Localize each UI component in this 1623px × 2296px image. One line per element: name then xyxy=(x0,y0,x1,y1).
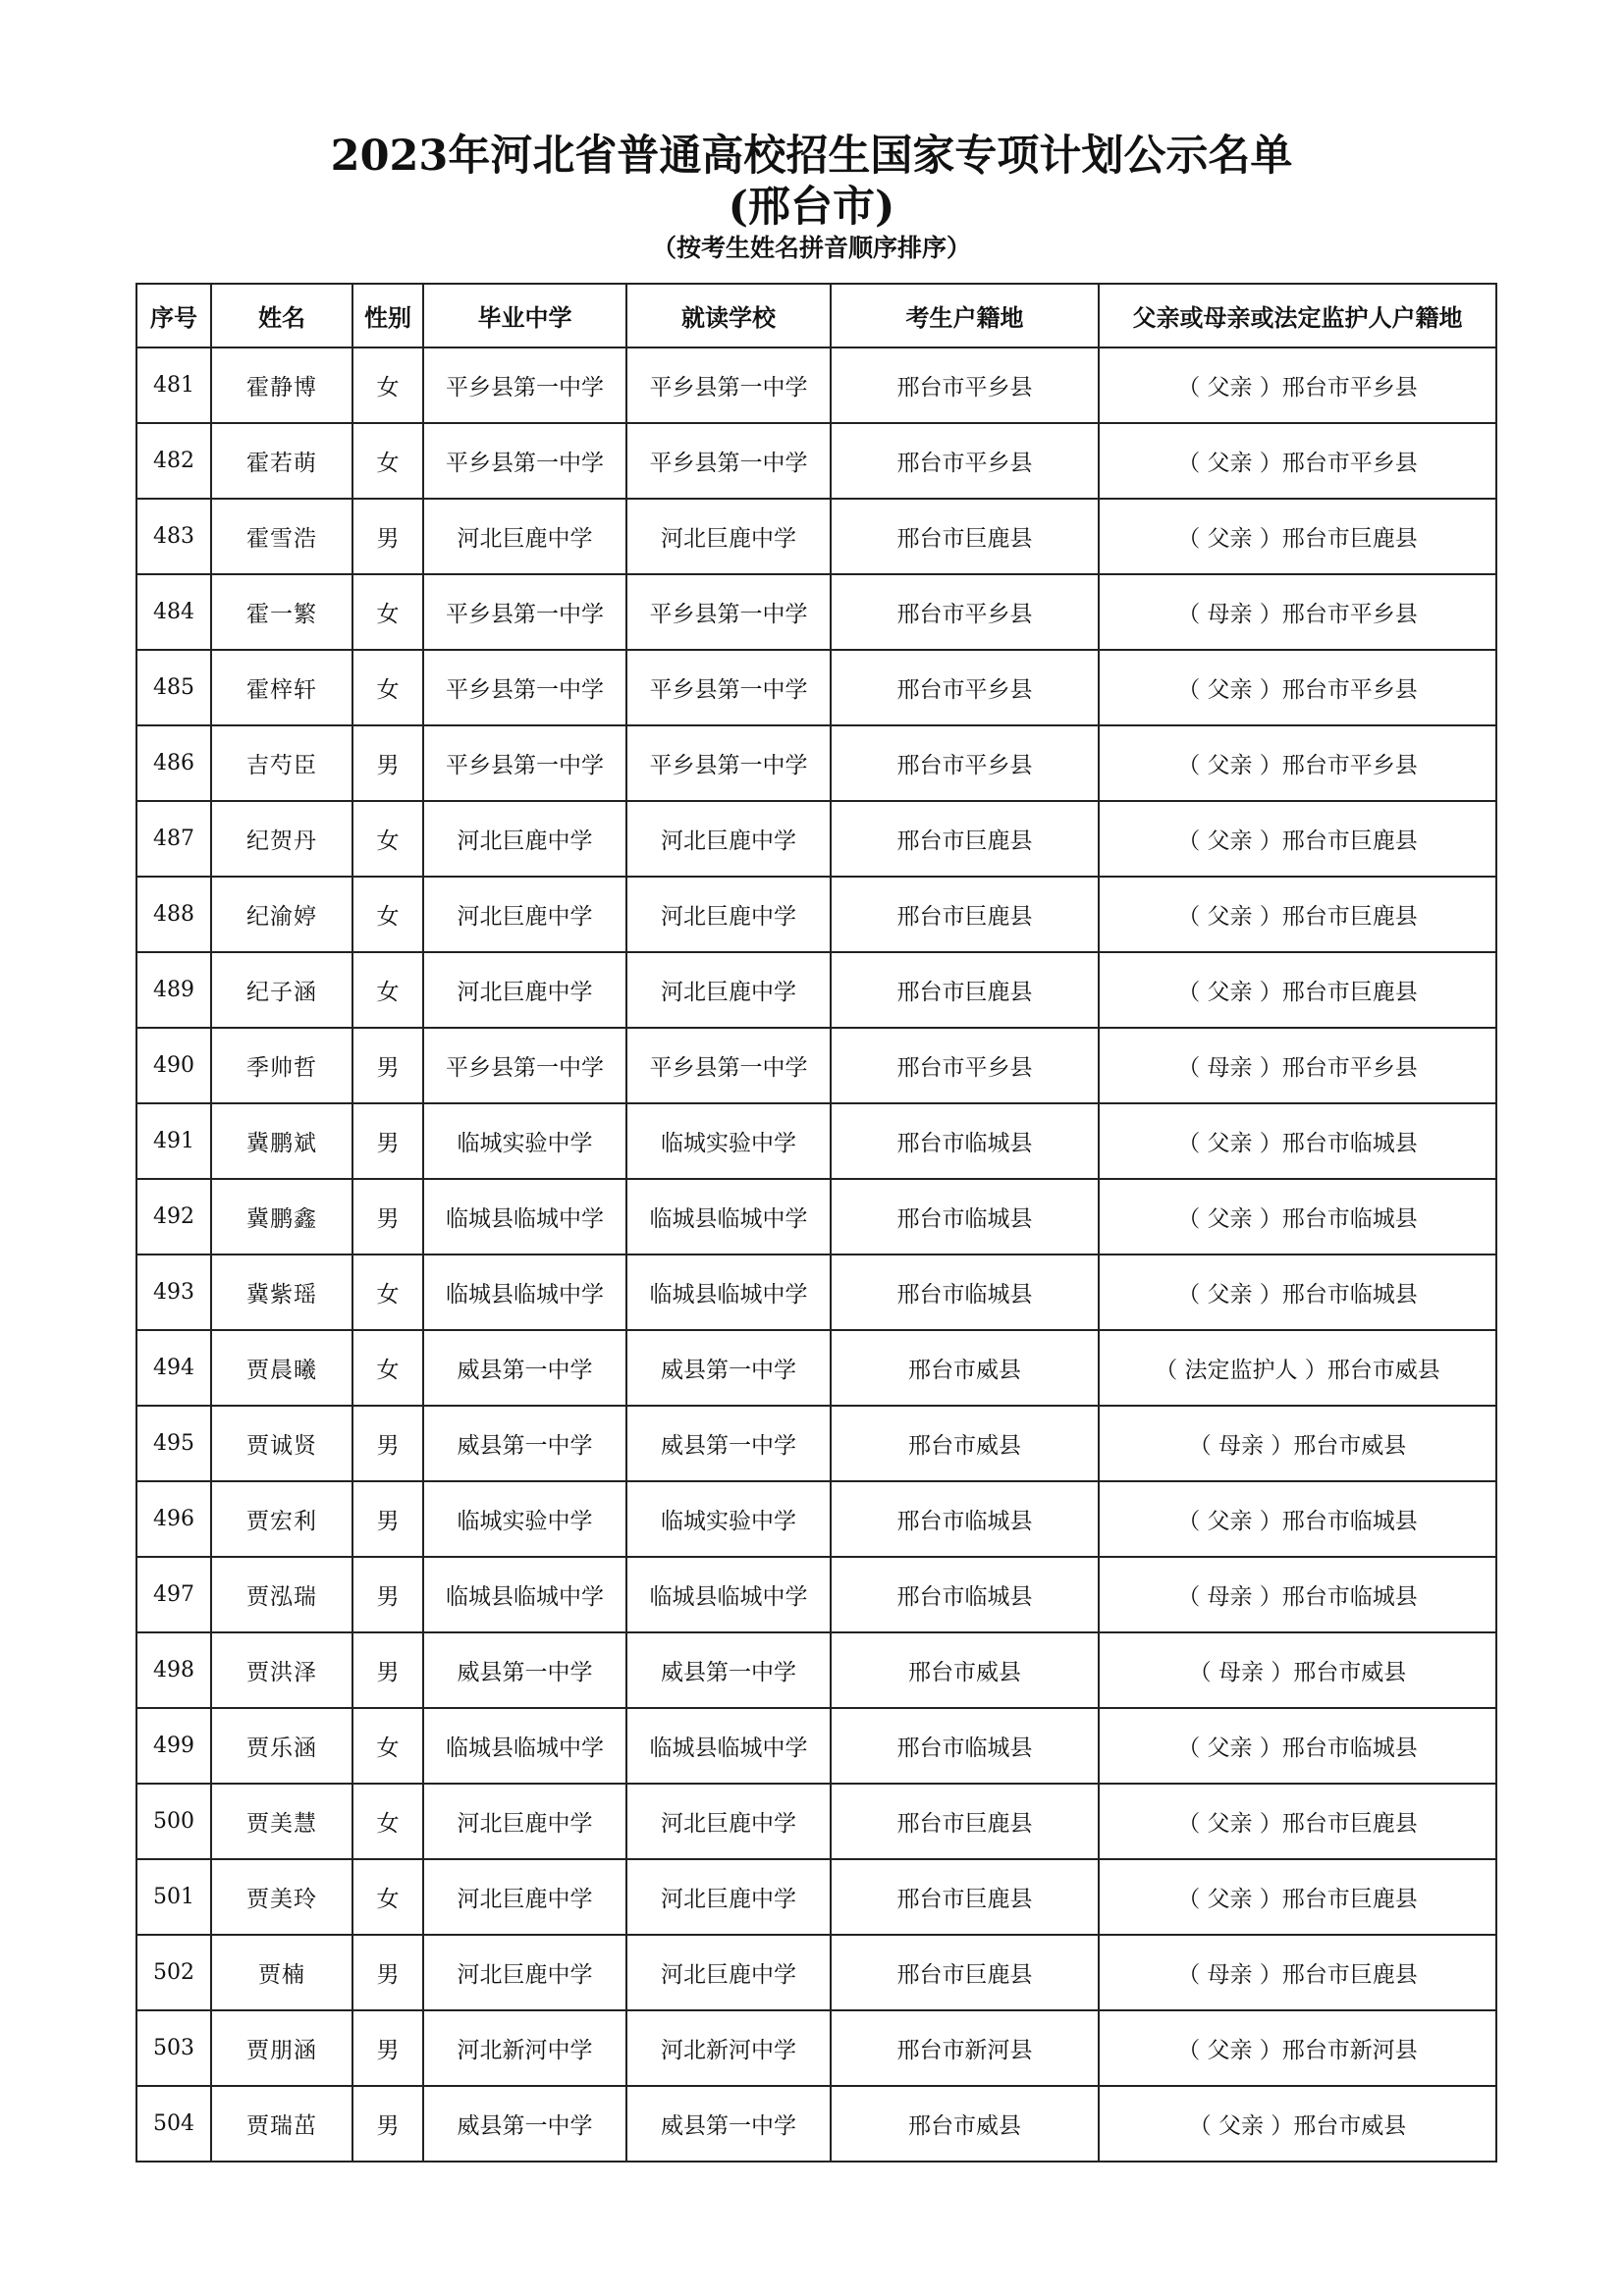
cell-graduation-school: 平乡县第一中学 xyxy=(423,1028,626,1103)
cell-current-school: 威县第一中学 xyxy=(626,1632,831,1708)
cell-name: 冀鹏斌 xyxy=(211,1103,352,1179)
cell-name: 霍静博 xyxy=(211,347,352,423)
table-row xyxy=(136,574,1496,650)
cell-no: 490 xyxy=(136,1028,211,1103)
cell-gender: 女 xyxy=(352,650,423,725)
cell-graduation-school: 临城县临城中学 xyxy=(423,1557,626,1632)
cell-student-residence: 邢台市威县 xyxy=(831,1406,1099,1481)
cell-student-residence: 邢台市平乡县 xyxy=(831,725,1099,801)
cell-student-residence: 邢台市巨鹿县 xyxy=(831,1784,1099,1859)
cell-guardian-residence: （ 父亲 ）邢台市巨鹿县 xyxy=(1099,952,1496,1028)
cell-current-school: 河北巨鹿中学 xyxy=(626,1935,831,2010)
cell-current-school: 平乡县第一中学 xyxy=(626,347,831,423)
table-row xyxy=(136,1859,1496,1935)
cell-name: 贾诚贤 xyxy=(211,1406,352,1481)
cell-name: 贾宏利 xyxy=(211,1481,352,1557)
cell-gender: 男 xyxy=(352,1406,423,1481)
cell-no: 489 xyxy=(136,952,211,1028)
cell-name: 贾楠 xyxy=(211,1935,352,2010)
cell-gender: 女 xyxy=(352,1859,423,1935)
cell-graduation-school: 威县第一中学 xyxy=(423,1406,626,1481)
cell-graduation-school: 河北巨鹿中学 xyxy=(423,1784,626,1859)
cell-no: 491 xyxy=(136,1103,211,1179)
cell-name: 贾美玲 xyxy=(211,1859,352,1935)
cell-graduation-school: 平乡县第一中学 xyxy=(423,650,626,725)
cell-student-residence: 邢台市巨鹿县 xyxy=(831,1859,1099,1935)
cell-gender: 女 xyxy=(352,801,423,877)
cell-guardian-residence: （ 父亲 ）邢台市临城县 xyxy=(1099,1481,1496,1557)
cell-graduation-school: 河北巨鹿中学 xyxy=(423,499,626,574)
cell-guardian-residence: （ 父亲 ）邢台市巨鹿县 xyxy=(1099,1784,1496,1859)
cell-guardian-residence: （ 父亲 ）邢台市平乡县 xyxy=(1099,423,1496,499)
table-row xyxy=(136,1028,1496,1103)
cell-no: 496 xyxy=(136,1481,211,1557)
cell-no: 502 xyxy=(136,1935,211,2010)
cell-name: 贾泓瑞 xyxy=(211,1557,352,1632)
cell-guardian-residence: （ 父亲 ）邢台市巨鹿县 xyxy=(1099,499,1496,574)
cell-graduation-school: 河北巨鹿中学 xyxy=(423,952,626,1028)
cell-gender: 男 xyxy=(352,499,423,574)
cell-no: 493 xyxy=(136,1255,211,1330)
cell-student-residence: 邢台市临城县 xyxy=(831,1179,1099,1255)
cell-guardian-residence: （ 母亲 ）邢台市威县 xyxy=(1099,1406,1496,1481)
cell-student-residence: 邢台市威县 xyxy=(831,1632,1099,1708)
cell-guardian-residence: （ 父亲 ）邢台市临城县 xyxy=(1099,1255,1496,1330)
cell-student-residence: 邢台市平乡县 xyxy=(831,423,1099,499)
roster-table xyxy=(135,283,1497,2163)
cell-student-residence: 邢台市临城县 xyxy=(831,1481,1099,1557)
header-row xyxy=(136,284,1496,347)
cell-graduation-school: 河北巨鹿中学 xyxy=(423,877,626,952)
header-cell-graduation-school: 毕业中学 xyxy=(423,284,626,347)
table-row xyxy=(136,650,1496,725)
page-title: 2023年河北省普通高校招生国家专项计划公示名单 xyxy=(330,132,1293,181)
cell-current-school: 河北巨鹿中学 xyxy=(626,801,831,877)
cell-graduation-school: 临城县临城中学 xyxy=(423,1179,626,1255)
header-cell-no: 序号 xyxy=(136,284,211,347)
cell-graduation-school: 平乡县第一中学 xyxy=(423,423,626,499)
cell-no: 500 xyxy=(136,1784,211,1859)
cell-name: 霍梓轩 xyxy=(211,650,352,725)
cell-no: 501 xyxy=(136,1859,211,1935)
table-row xyxy=(136,2086,1496,2162)
cell-current-school: 临城县临城中学 xyxy=(626,1179,831,1255)
page-subtitle: (邢台市) xyxy=(728,183,895,232)
cell-gender: 女 xyxy=(352,423,423,499)
table-row xyxy=(136,801,1496,877)
cell-student-residence: 邢台市巨鹿县 xyxy=(831,952,1099,1028)
cell-guardian-residence: （ 父亲 ）邢台市威县 xyxy=(1099,2086,1496,2162)
cell-guardian-residence: （ 父亲 ）邢台市平乡县 xyxy=(1099,347,1496,423)
cell-current-school: 临城实验中学 xyxy=(626,1103,831,1179)
cell-guardian-residence: （ 父亲 ）邢台市新河县 xyxy=(1099,2010,1496,2086)
cell-gender: 男 xyxy=(352,1632,423,1708)
cell-name: 冀紫瑶 xyxy=(211,1255,352,1330)
table-row xyxy=(136,952,1496,1028)
cell-gender: 男 xyxy=(352,1028,423,1103)
cell-no: 503 xyxy=(136,2010,211,2086)
cell-current-school: 平乡县第一中学 xyxy=(626,423,831,499)
header-cell-gender: 性别 xyxy=(352,284,423,347)
cell-guardian-residence: （ 母亲 ）邢台市平乡县 xyxy=(1099,1028,1496,1103)
roster-body xyxy=(136,347,1496,2162)
cell-guardian-residence: （ 母亲 ）邢台市平乡县 xyxy=(1099,574,1496,650)
cell-no: 485 xyxy=(136,650,211,725)
cell-current-school: 临城县临城中学 xyxy=(626,1557,831,1632)
cell-no: 482 xyxy=(136,423,211,499)
cell-name: 纪贺丹 xyxy=(211,801,352,877)
cell-graduation-school: 威县第一中学 xyxy=(423,1330,626,1406)
cell-graduation-school: 平乡县第一中学 xyxy=(423,574,626,650)
cell-guardian-residence: （ 父亲 ）邢台市巨鹿县 xyxy=(1099,1859,1496,1935)
table-row xyxy=(136,2010,1496,2086)
table-row xyxy=(136,499,1496,574)
cell-gender: 男 xyxy=(352,1103,423,1179)
header-cell-current-school: 就读学校 xyxy=(626,284,831,347)
table-row xyxy=(136,1255,1496,1330)
cell-current-school: 平乡县第一中学 xyxy=(626,650,831,725)
cell-gender: 男 xyxy=(352,2086,423,2162)
cell-gender: 女 xyxy=(352,1784,423,1859)
cell-name: 贾瑞茁 xyxy=(211,2086,352,2162)
cell-name: 冀鹏鑫 xyxy=(211,1179,352,1255)
cell-no: 504 xyxy=(136,2086,211,2162)
cell-guardian-residence: （ 父亲 ）邢台市临城县 xyxy=(1099,1179,1496,1255)
cell-gender: 男 xyxy=(352,1481,423,1557)
cell-current-school: 威县第一中学 xyxy=(626,2086,831,2162)
cell-graduation-school: 临城实验中学 xyxy=(423,1103,626,1179)
cell-guardian-residence: （ 父亲 ）邢台市临城县 xyxy=(1099,1708,1496,1784)
cell-gender: 女 xyxy=(352,1255,423,1330)
cell-name: 季帅哲 xyxy=(211,1028,352,1103)
table-row xyxy=(136,1406,1496,1481)
cell-guardian-residence: （ 法定监护人 ）邢台市威县 xyxy=(1099,1330,1496,1406)
cell-name: 纪子涵 xyxy=(211,952,352,1028)
sort-note: （按考生姓名拼音顺序排序） xyxy=(651,234,971,262)
table-row xyxy=(136,1557,1496,1632)
table-row xyxy=(136,423,1496,499)
cell-graduation-school: 临城县临城中学 xyxy=(423,1708,626,1784)
cell-graduation-school: 河北巨鹿中学 xyxy=(423,1859,626,1935)
cell-student-residence: 邢台市平乡县 xyxy=(831,574,1099,650)
cell-name: 霍雪浩 xyxy=(211,499,352,574)
cell-guardian-residence: （ 父亲 ）邢台市平乡县 xyxy=(1099,650,1496,725)
cell-gender: 女 xyxy=(352,347,423,423)
cell-no: 497 xyxy=(136,1557,211,1632)
cell-guardian-residence: （ 父亲 ）邢台市平乡县 xyxy=(1099,725,1496,801)
cell-student-residence: 邢台市临城县 xyxy=(831,1557,1099,1632)
cell-gender: 女 xyxy=(352,1708,423,1784)
cell-student-residence: 邢台市平乡县 xyxy=(831,347,1099,423)
cell-guardian-residence: （ 父亲 ）邢台市临城县 xyxy=(1099,1103,1496,1179)
cell-guardian-residence: （ 母亲 ）邢台市威县 xyxy=(1099,1632,1496,1708)
cell-student-residence: 邢台市临城县 xyxy=(831,1103,1099,1179)
cell-current-school: 临城实验中学 xyxy=(626,1481,831,1557)
cell-student-residence: 邢台市平乡县 xyxy=(831,650,1099,725)
cell-current-school: 平乡县第一中学 xyxy=(626,725,831,801)
cell-current-school: 临城县临城中学 xyxy=(626,1255,831,1330)
cell-no: 492 xyxy=(136,1179,211,1255)
cell-gender: 男 xyxy=(352,1557,423,1632)
cell-no: 495 xyxy=(136,1406,211,1481)
cell-no: 498 xyxy=(136,1632,211,1708)
cell-name: 贾朋涵 xyxy=(211,2010,352,2086)
cell-name: 霍若萌 xyxy=(211,423,352,499)
cell-name: 贾晨曦 xyxy=(211,1330,352,1406)
table-row xyxy=(136,1179,1496,1255)
cell-no: 486 xyxy=(136,725,211,801)
table-row xyxy=(136,1632,1496,1708)
header-cell-name: 姓名 xyxy=(211,284,352,347)
cell-gender: 男 xyxy=(352,1179,423,1255)
cell-current-school: 临城县临城中学 xyxy=(626,1708,831,1784)
cell-student-residence: 邢台市巨鹿县 xyxy=(831,499,1099,574)
cell-graduation-school: 威县第一中学 xyxy=(423,1632,626,1708)
cell-current-school: 河北巨鹿中学 xyxy=(626,499,831,574)
cell-student-residence: 邢台市新河县 xyxy=(831,2010,1099,2086)
table-row xyxy=(136,1481,1496,1557)
cell-student-residence: 邢台市临城县 xyxy=(831,1708,1099,1784)
cell-student-residence: 邢台市平乡县 xyxy=(831,1028,1099,1103)
table-row xyxy=(136,877,1496,952)
table-row xyxy=(136,1784,1496,1859)
cell-no: 481 xyxy=(136,347,211,423)
table-row xyxy=(136,1708,1496,1784)
cell-graduation-school: 河北巨鹿中学 xyxy=(423,1935,626,2010)
cell-guardian-residence: （ 父亲 ）邢台市巨鹿县 xyxy=(1099,877,1496,952)
cell-guardian-residence: （ 母亲 ）邢台市巨鹿县 xyxy=(1099,1935,1496,2010)
cell-current-school: 威县第一中学 xyxy=(626,1330,831,1406)
cell-name: 纪渝婷 xyxy=(211,877,352,952)
cell-student-residence: 邢台市巨鹿县 xyxy=(831,877,1099,952)
cell-graduation-school: 河北新河中学 xyxy=(423,2010,626,2086)
header-cell-student-residence: 考生户籍地 xyxy=(831,284,1099,347)
cell-current-school: 河北巨鹿中学 xyxy=(626,877,831,952)
cell-student-residence: 邢台市巨鹿县 xyxy=(831,801,1099,877)
cell-student-residence: 邢台市威县 xyxy=(831,1330,1099,1406)
cell-no: 494 xyxy=(136,1330,211,1406)
cell-name: 霍一繁 xyxy=(211,574,352,650)
cell-current-school: 河北巨鹿中学 xyxy=(626,1784,831,1859)
cell-graduation-school: 临城县临城中学 xyxy=(423,1255,626,1330)
cell-no: 483 xyxy=(136,499,211,574)
cell-current-school: 威县第一中学 xyxy=(626,1406,831,1481)
cell-name: 贾乐涵 xyxy=(211,1708,352,1784)
header-cell-guardian-residence: 父亲或母亲或法定监护人户籍地 xyxy=(1099,284,1496,347)
cell-current-school: 河北新河中学 xyxy=(626,2010,831,2086)
cell-current-school: 河北巨鹿中学 xyxy=(626,952,831,1028)
table-row xyxy=(136,725,1496,801)
cell-guardian-residence: （ 母亲 ）邢台市临城县 xyxy=(1099,1557,1496,1632)
cell-student-residence: 邢台市临城县 xyxy=(831,1255,1099,1330)
table-row xyxy=(136,1103,1496,1179)
cell-gender: 女 xyxy=(352,1330,423,1406)
cell-name: 吉芍臣 xyxy=(211,725,352,801)
cell-name: 贾美慧 xyxy=(211,1784,352,1859)
table-row xyxy=(136,1935,1496,2010)
cell-student-residence: 邢台市巨鹿县 xyxy=(831,1935,1099,2010)
cell-graduation-school: 平乡县第一中学 xyxy=(423,725,626,801)
cell-graduation-school: 威县第一中学 xyxy=(423,2086,626,2162)
cell-no: 487 xyxy=(136,801,211,877)
cell-gender: 女 xyxy=(352,574,423,650)
cell-gender: 男 xyxy=(352,2010,423,2086)
cell-graduation-school: 河北巨鹿中学 xyxy=(423,801,626,877)
cell-graduation-school: 临城实验中学 xyxy=(423,1481,626,1557)
cell-current-school: 河北巨鹿中学 xyxy=(626,1859,831,1935)
cell-guardian-residence: （ 父亲 ）邢台市巨鹿县 xyxy=(1099,801,1496,877)
cell-gender: 男 xyxy=(352,725,423,801)
cell-graduation-school: 平乡县第一中学 xyxy=(423,347,626,423)
cell-current-school: 平乡县第一中学 xyxy=(626,1028,831,1103)
cell-gender: 女 xyxy=(352,877,423,952)
table-row xyxy=(136,1330,1496,1406)
cell-gender: 女 xyxy=(352,952,423,1028)
cell-student-residence: 邢台市威县 xyxy=(831,2086,1099,2162)
cell-no: 484 xyxy=(136,574,211,650)
cell-current-school: 平乡县第一中学 xyxy=(626,574,831,650)
table-row xyxy=(136,347,1496,423)
cell-gender: 男 xyxy=(352,1935,423,2010)
cell-name: 贾洪泽 xyxy=(211,1632,352,1708)
cell-no: 499 xyxy=(136,1708,211,1784)
cell-no: 488 xyxy=(136,877,211,952)
